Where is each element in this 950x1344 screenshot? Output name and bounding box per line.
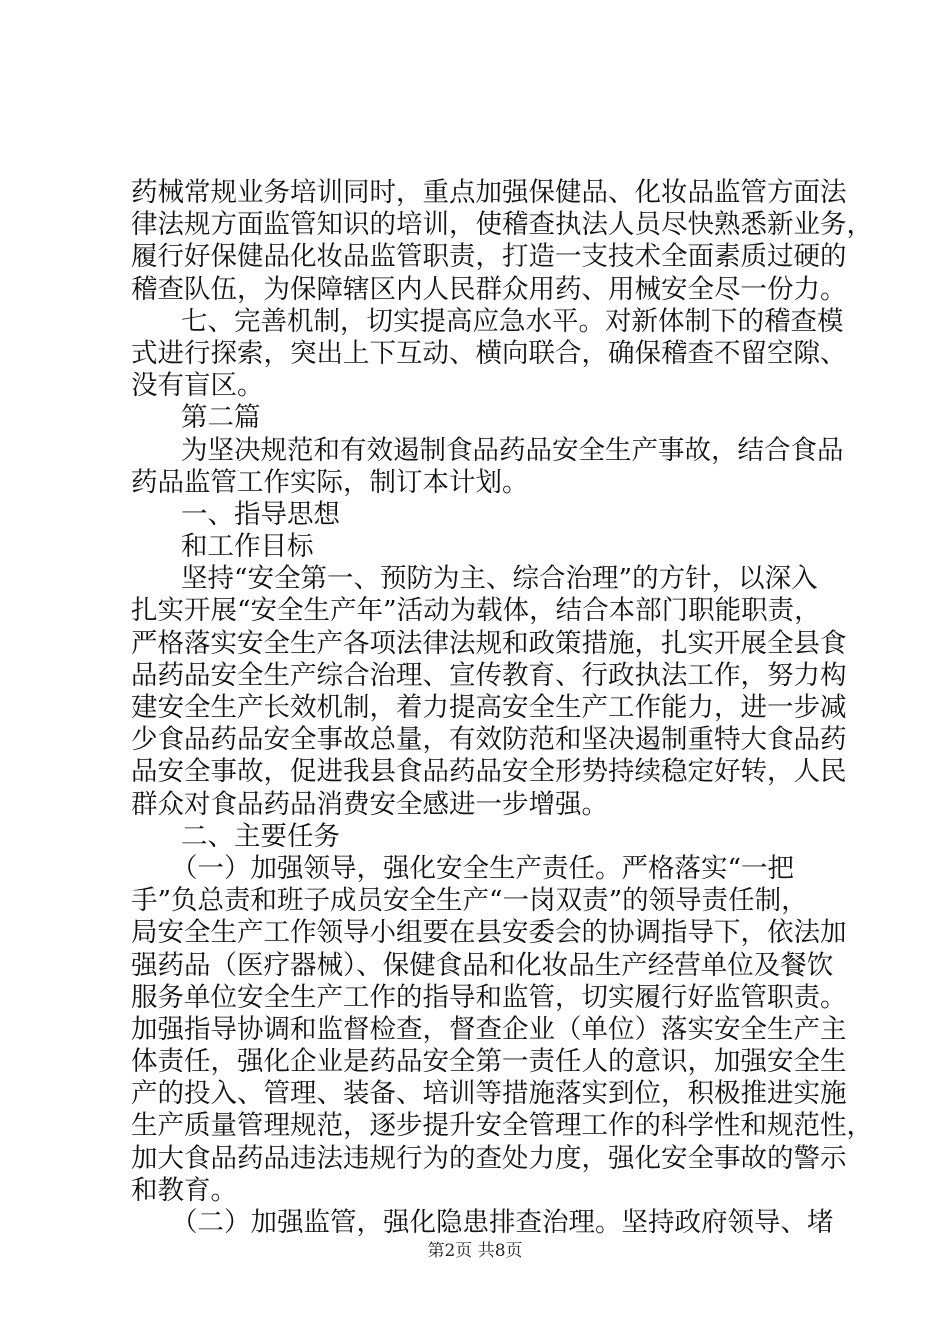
text-line: 和工作目标 (181, 531, 314, 563)
text-line: 建安全生产长效机制，着力提高安全生产工作能力，进一步减 (131, 692, 847, 723)
text-line: 第二篇 (181, 402, 261, 434)
text-line: 局安全生产工作领导小组要在县安委会的协调指导下，依法加 (131, 917, 847, 949)
text-line: 少食品药品安全事故总量，有效防范和坚决遏制重特大食品药 (131, 724, 847, 756)
text-line: 严格落实安全生产各项法律法规和政策措施，扎实开展全县食 (131, 627, 847, 659)
text-line: 加大食品药品违法违规行为的查处力度，强化安全事故的警示 (131, 1142, 847, 1174)
text-line: 手”负总责和班子成员安全生产“一岗双责”的领导责任制， (131, 885, 808, 917)
text-line: 履行好保健品化妆品监管职责，打造一支技术全面素质过硬的 (131, 241, 847, 273)
text-line: 体责任，强化企业是药品安全第一责任人的意识，加强安全生 (131, 1046, 847, 1078)
page-footer: 第2页 共8页 (427, 1241, 523, 1261)
text-line: 为坚决规范和有效遏制食品药品安全生产事故，结合食品 (181, 434, 844, 466)
text-line: 坚持“安全第一、预防为主、综合治理”的方针，以深入 (181, 563, 818, 595)
text-line: 产的投入、管理、装备、培训等措施落实到位，积极推进实施 (131, 1078, 847, 1110)
text-line: 群众对食品药品消费安全感进一步增强。 (131, 788, 608, 820)
text-line: 扎实开展“安全生产年”活动为载体，结合本部门职能职责， (131, 595, 821, 627)
text-line: 服务单位安全生产工作的指导和监管，切实履行好监管职责。 (131, 981, 847, 1013)
text-line: 七、完善机制，切实提高应急水平。对新体制下的稽查模 (181, 305, 844, 337)
text-line: 二、主要任务 (181, 820, 340, 852)
text-line: （二）加强监管，强化隐患排查治理。坚持政府领导、堵 (171, 1207, 834, 1238)
text-line: 加强指导协调和监督检查，督查企业（单位）落实安全生产主 (131, 1013, 847, 1045)
text-line: 和教育。 (131, 1174, 237, 1206)
text-line: 生产质量管理规范，逐步提升安全管理工作的科学性和规范性， (131, 1110, 873, 1142)
text-line: 强药品（医疗器械）、保健食品和化妆品生产经营单位及餐饮 (131, 949, 834, 981)
text-line: 没有盲区。 (131, 370, 264, 402)
text-line: 稽查队伍，为保障辖区内人民群众用药、用械安全尽一份力。 (131, 273, 847, 305)
text-line: 药械常规业务培训同时，重点加强保健品、化妆品监管方面法 (131, 177, 847, 208)
text-line: 品安全事故，促进我县食品药品安全形势持续稳定好转，人民 (131, 756, 847, 788)
text-line: 药品监管工作实际，制订本计划。 (131, 466, 529, 498)
text-line: 式进行探索，突出上下互动、横向联合，确保稽查不留空隙、 (131, 337, 847, 369)
text-line: 律法规方面监管知识的培训，使稽查执法人员尽快熟悉新业务， (131, 209, 873, 241)
text-line: 一、指导思想 (181, 498, 340, 530)
text-line: 品药品安全生产综合治理、宣传教育、行政执法工作，努力构 (131, 659, 847, 691)
text-line: （一）加强领导，强化安全生产责任。严格落实“一把 (171, 852, 795, 884)
document-body (131, 177, 873, 1239)
